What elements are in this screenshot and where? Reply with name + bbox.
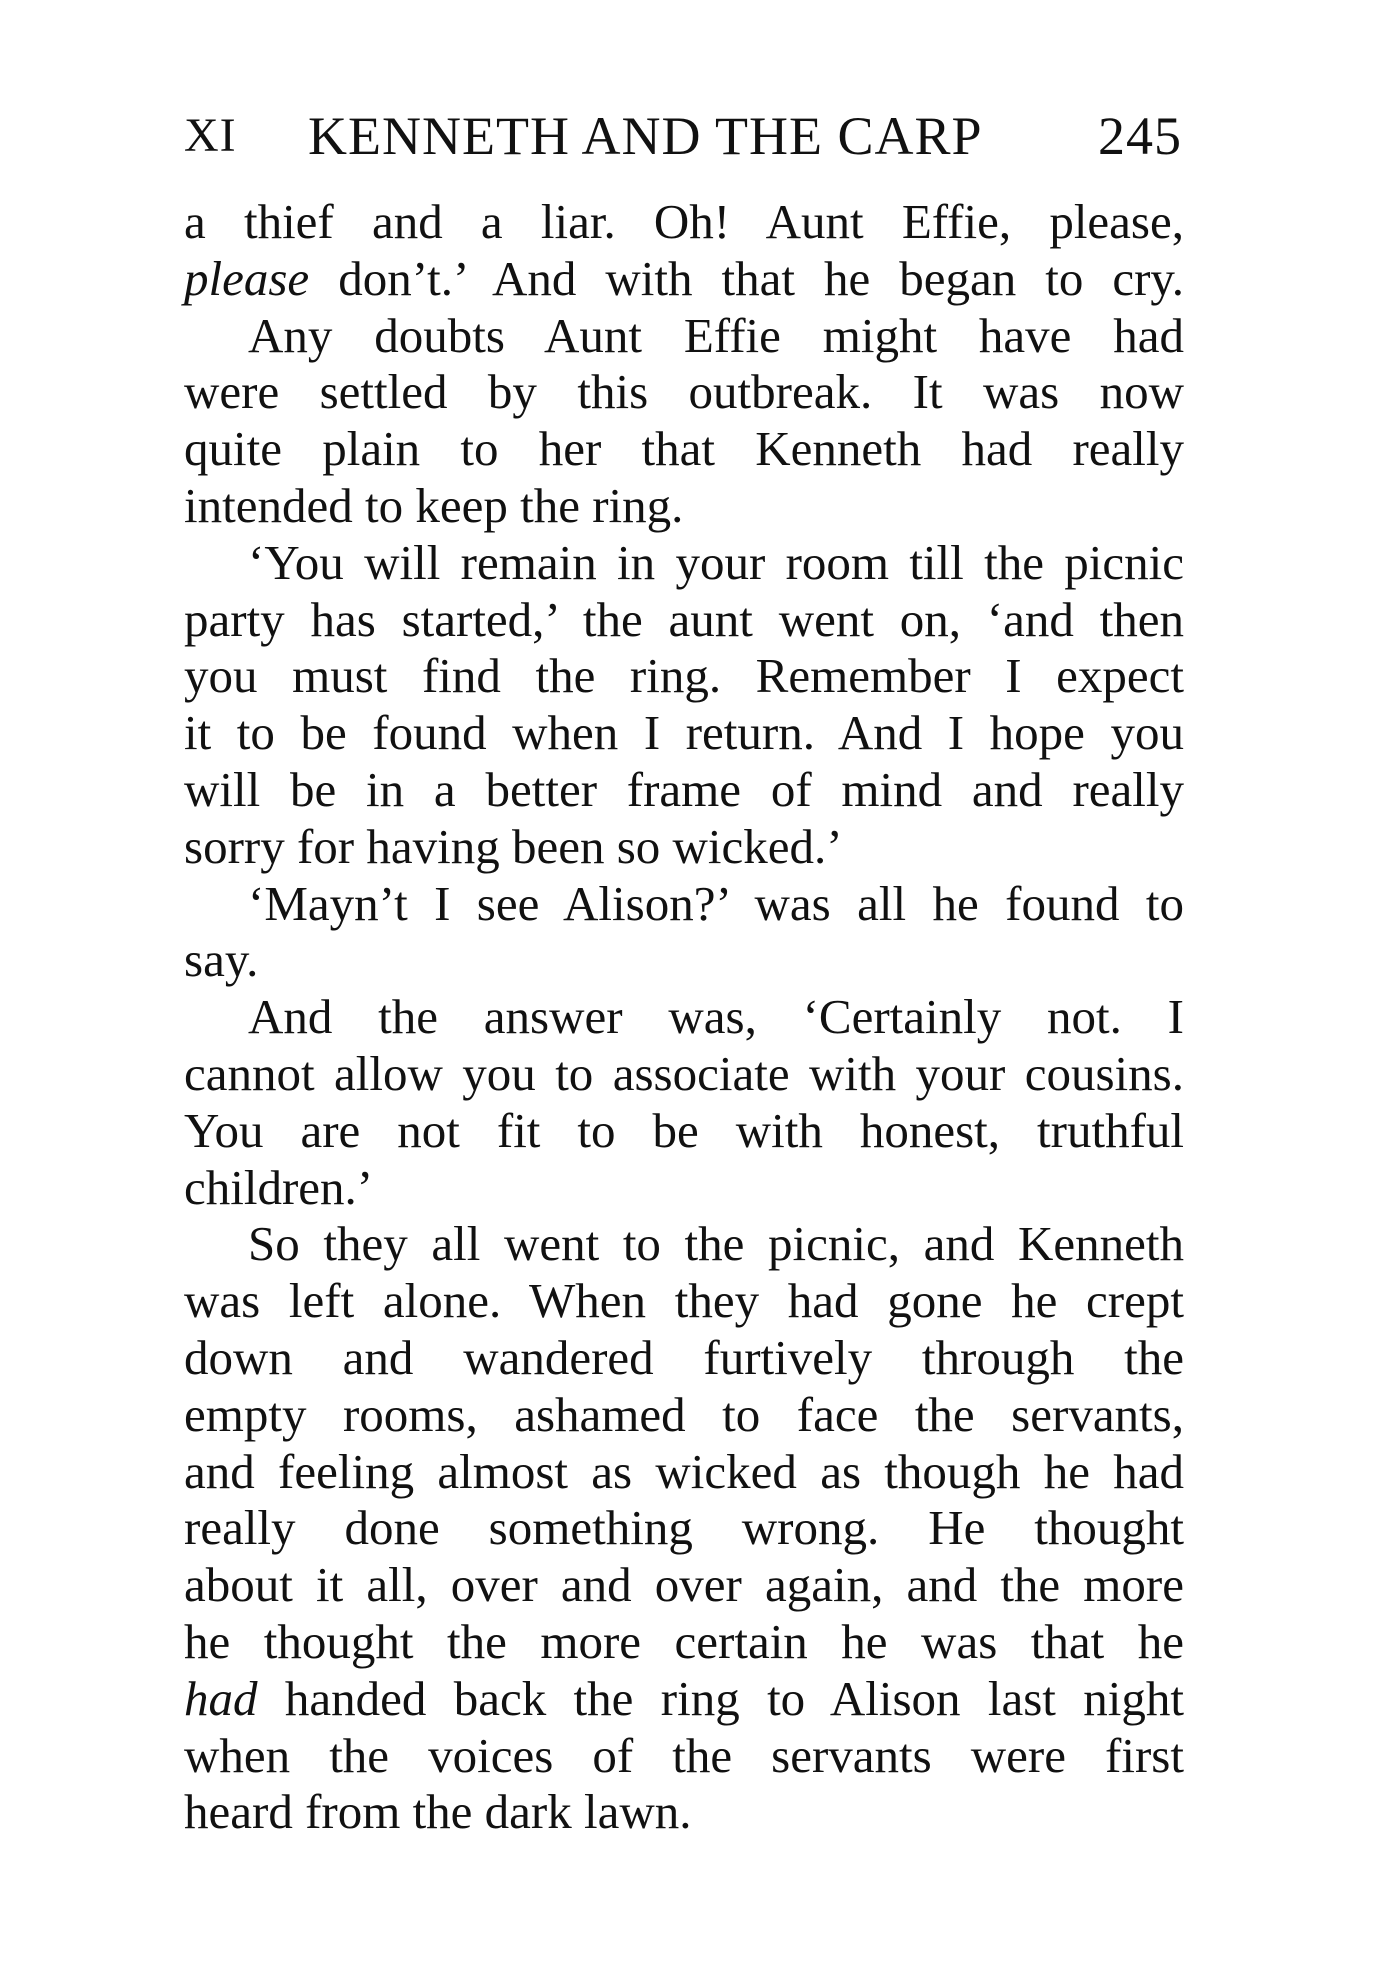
running-head	[184, 104, 1184, 168]
paragraph-end-line: sorry for having been so wicked.’	[184, 818, 843, 874]
text-line: about it all, over and over again, and the more	[184, 1557, 1184, 1613]
paragraph-end-line: say.	[184, 932, 259, 988]
text-line: when the voices of the servants were first	[184, 1727, 1184, 1783]
text-line: you must find the ring. Remember I expect	[184, 648, 1184, 704]
emphasis: please	[184, 250, 310, 306]
text-line: You are not fit to be with honest, truthful	[184, 1102, 1184, 1158]
text-line: really done something wrong. He thought	[184, 1500, 1184, 1556]
text-line: will be in a better frame of mind and really	[184, 761, 1184, 817]
text-line: a thief and a liar. Oh! Aunt Effie, please,	[184, 194, 1184, 249]
text-line: empty rooms, ashamed to face the servants,	[184, 1386, 1184, 1442]
text-line: please don’t.’ And with that he began to cry.	[184, 250, 1184, 306]
paragraph-start-line: ‘Mayn’t I see Alison?’ was all he found to	[248, 875, 1184, 931]
text-line: party has started,’ the aunt went on, ‘and then	[184, 591, 1184, 647]
text-line: were settled by this outbreak. It was now	[184, 364, 1184, 420]
paragraph-start-line: Any doubts Aunt Effie might have had	[248, 307, 1184, 363]
chapter-title: KENNETH AND THE CARP	[308, 106, 983, 166]
paragraph-end-line: intended to keep the ring.	[184, 477, 684, 533]
text-line: cannot allow you to associate with your cousins.	[184, 1045, 1184, 1101]
paragraph-start-line: So they all went to the picnic, and Kenneth	[248, 1216, 1184, 1272]
paragraph-end-line: heard from the dark lawn.	[184, 1784, 692, 1840]
chapter-number: XI	[184, 109, 237, 162]
text-line: and feeling almost as wicked as though he had	[184, 1443, 1184, 1499]
text-line: quite plain to her that Kenneth had really	[184, 421, 1184, 477]
paragraph-start-line: ‘You will remain in your room till the picnic	[248, 534, 1184, 590]
paragraph-start-line: And the answer was, ‘Certainly not. I	[248, 989, 1184, 1045]
text-line: down and wandered furtively through the	[184, 1329, 1184, 1385]
page-number: 245	[1098, 106, 1182, 166]
text-line: it to be found when I return. And I hope you	[184, 705, 1184, 761]
emphasis: had	[184, 1670, 258, 1726]
text-line: had handed back the ring to Alison last night	[184, 1670, 1184, 1726]
book-page	[184, 0, 1184, 1974]
body-text	[184, 194, 1184, 1841]
text-line: he thought the more certain he was that he	[184, 1613, 1184, 1669]
paragraph-end-line: children.’	[184, 1159, 374, 1215]
text-line: was left alone. When they had gone he crept	[184, 1273, 1184, 1329]
